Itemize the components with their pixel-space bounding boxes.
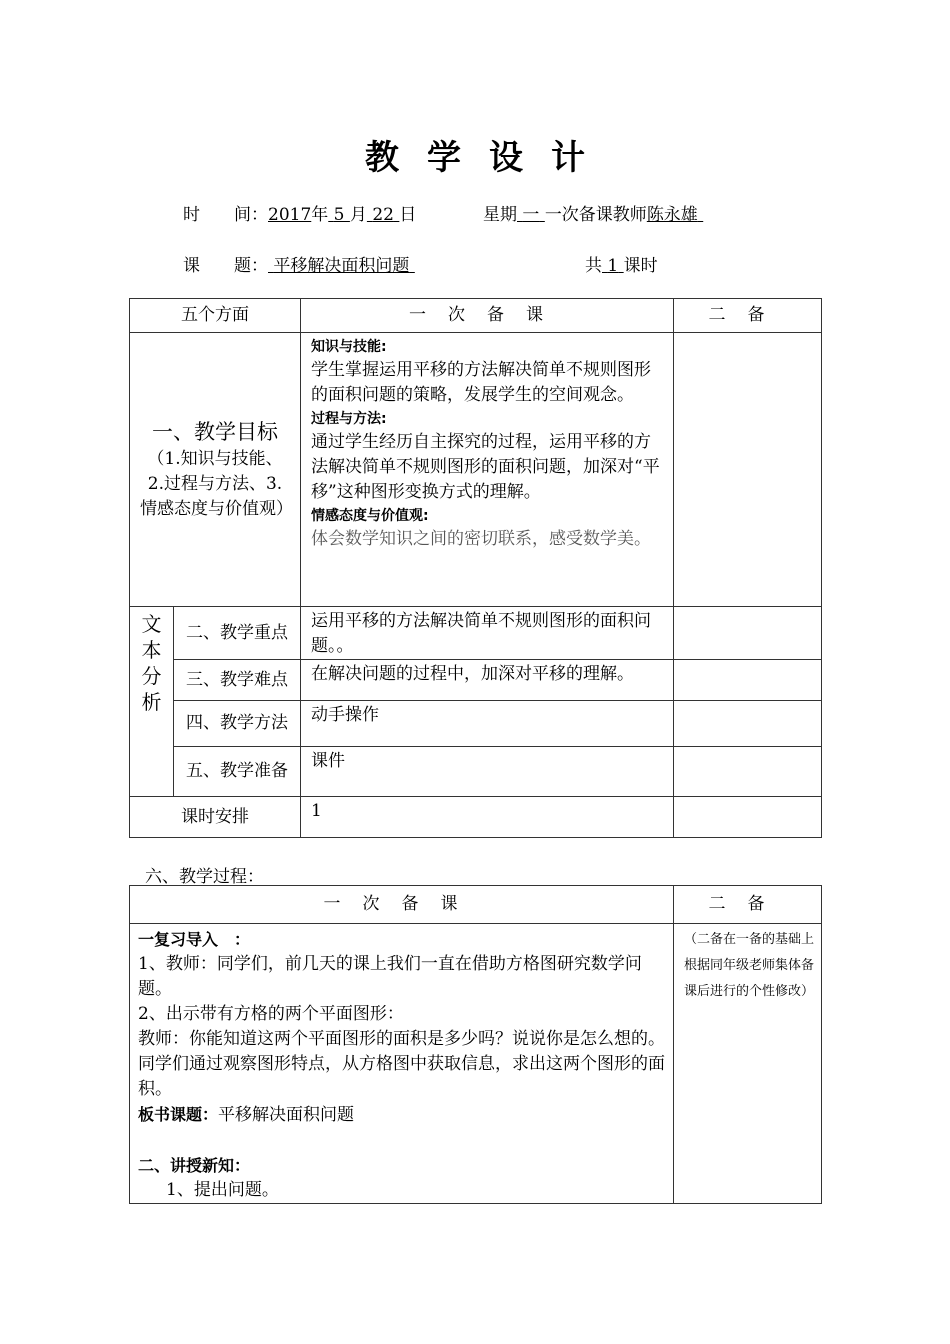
date-line <box>183 200 416 225</box>
year-unit: 年 <box>311 205 329 225</box>
total-label: 共 <box>585 256 602 276</box>
emotion-text: 体会数学知识之间的密切联系，感受数学美。 <box>311 529 651 549</box>
second-prep-note: （二备在一备的基础上根据同年级老师集体备课后进行的个性修改） <box>674 924 822 1204</box>
process-content <box>130 924 674 1204</box>
month-unit: 月 <box>349 205 367 225</box>
preparation-text: 课件 <box>301 747 674 797</box>
process-title: 六、教学过程： <box>145 867 264 887</box>
process-header-second: 二备 <box>674 886 822 924</box>
method-text: 动手操作 <box>301 701 674 747</box>
day-unit: 日 <box>399 205 417 225</box>
review-line-1: 1、教师：同学们，前几天的课上我们一直在借助方格图研究数学问题。 <box>138 954 642 999</box>
total-line <box>585 251 658 276</box>
process-header-first: 一次备课 <box>130 886 674 924</box>
topic-line <box>183 251 415 276</box>
method-second <box>674 701 822 747</box>
method-label: 四、教学方法 <box>174 701 301 747</box>
page-title: 教学设计 <box>365 138 613 178</box>
schedule-text: 1 <box>301 797 674 838</box>
text-analysis-label: 文本分析 <box>130 607 174 797</box>
process-table <box>129 885 822 1204</box>
schedule-second <box>674 797 822 838</box>
schedule-label: 课时安排 <box>130 797 301 838</box>
board-value: 平移解决面积问题 <box>218 1105 355 1125</box>
difficulty-label: 三、教学难点 <box>174 660 301 701</box>
goal-content <box>301 333 674 607</box>
board-line <box>138 1102 665 1128</box>
process-method-label: 过程与方法: <box>311 411 387 427</box>
process-method-text: 通过学生经历自主探究的过程，运用平移的方法解决简单不规则图形的面积问题，加深对“平移”这种图形变换方式的理解。 <box>311 432 660 502</box>
teacher-label: 一次备课教师 <box>544 205 647 225</box>
time-label: 时 间： <box>183 205 268 225</box>
year-value: 2017 <box>268 205 312 225</box>
emotion-label: 情感态度与价值观: <box>311 508 429 524</box>
plan-table <box>129 298 822 838</box>
review-line-3: 教师：你能知道这两个平面图形的面积是多少吗？说说你是怎么想的。 同学们通过观察图形特点，从方格图中获取信息，求出这两个图形的面积。 <box>138 1029 665 1099</box>
total-unit: 课时 <box>623 256 658 276</box>
header-second-prep: 二备 <box>674 299 822 333</box>
review-heading: 一复习导入 ： <box>138 930 251 949</box>
week-teacher-line <box>483 200 703 225</box>
board-label: 板书课题： <box>138 1105 219 1124</box>
new-knowledge-item-1: 1、提出问题。 <box>166 1180 279 1200</box>
new-knowledge-heading: 二、讲授新知： <box>138 1156 251 1175</box>
key-point-label: 二、教学重点 <box>174 607 301 660</box>
header-aspects: 五个方面 <box>130 299 301 333</box>
week-label: 星期 <box>483 205 517 225</box>
goal-subtitle: （1.知识与技能、2.过程与方法、3.情感态度与价值观） <box>140 449 293 519</box>
key-point-text: 运用平移的方法解决简单不规则图形的面积问题。。 <box>301 607 674 660</box>
day-value: 22 <box>372 205 394 225</box>
preparation-label: 五、教学准备 <box>174 747 301 797</box>
header-first-prep: 一次备课 <box>301 299 674 333</box>
total-value: 1 <box>607 256 619 276</box>
goal-second-prep <box>674 333 822 607</box>
key-point-second <box>674 607 822 660</box>
difficulty-text: 在解决问题的过程中，加深对平移的理解。 <box>301 660 674 701</box>
difficulty-second <box>674 660 822 701</box>
topic-label: 课 题： <box>183 256 268 276</box>
preparation-second <box>674 747 822 797</box>
week-value: 一 <box>522 205 540 225</box>
goal-cell <box>130 333 301 607</box>
month-value: 5 <box>333 205 345 225</box>
teacher-name: 陈永雄 <box>646 205 698 225</box>
goal-title: 一、教学目标 <box>152 420 278 444</box>
knowledge-label: 知识与技能: <box>311 339 387 355</box>
knowledge-text: 学生掌握运用平移的方法解决简单不规则图形的面积问题的策略，发展学生的空间观念。 <box>311 360 651 405</box>
topic-value: 平移解决面积问题 <box>273 256 410 276</box>
review-line-2: 2、出示带有方格的两个平面图形： <box>138 1004 404 1024</box>
